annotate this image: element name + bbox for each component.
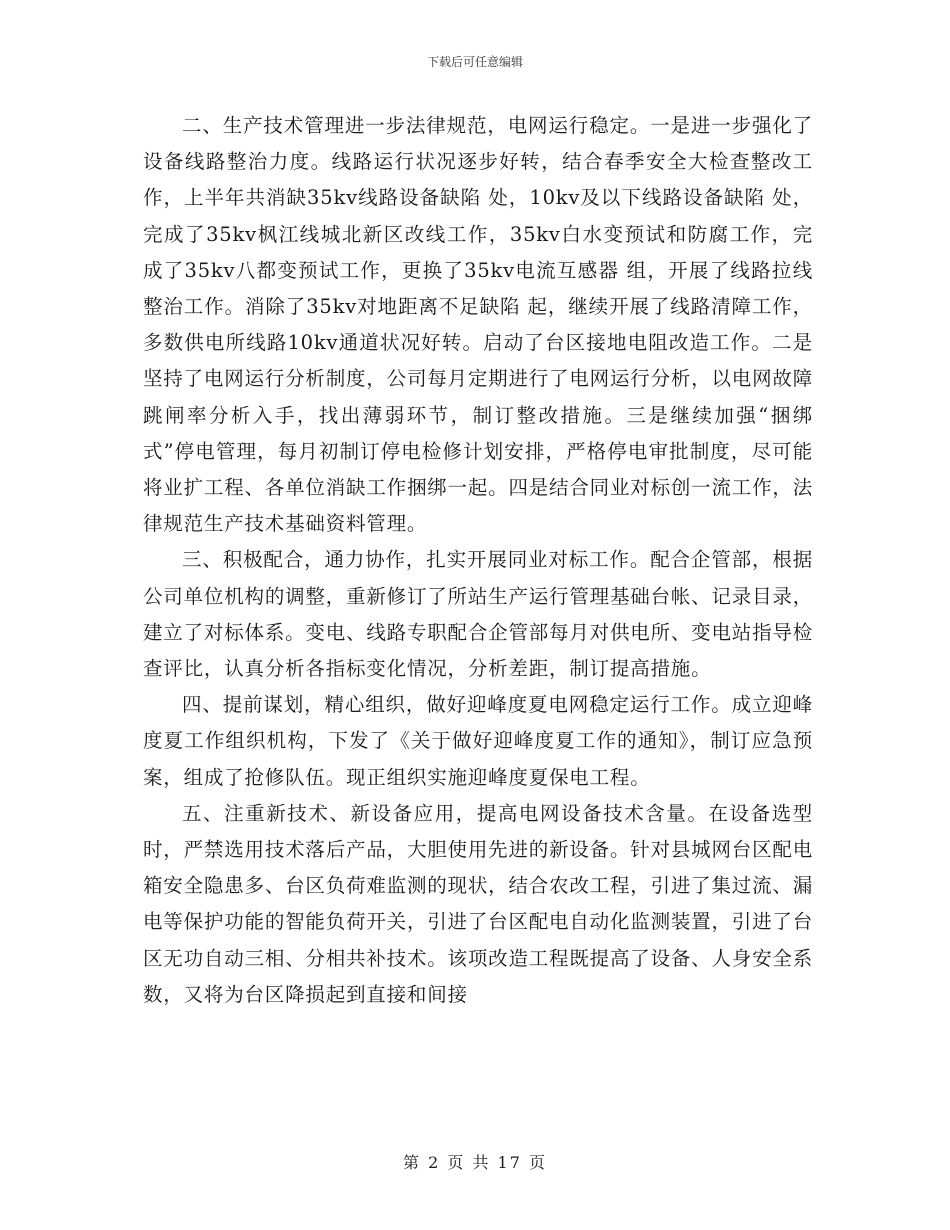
paragraph-summer-peak: 四、提前谋划，精心组织，做好迎峰度夏电网稳定运行工作。成立迎峰度夏工作组织机构，下发了《关于做好迎峰度夏工作的通知》，制订应急预案，组成了抢修队伍。现正组织实施迎峰度夏保电工程。 xyxy=(143,693,813,789)
page-header: 下载后可任意编辑 xyxy=(426,55,523,69)
paragraph-production-management: 二、生产技术管理进一步法律规范，电网运行稳定。一是进一步强化了设备线路整治力度。线路运行状况逐步好转，结合春季安全大检查整改工作，上半年共消缺35kv线路设备缺陷 处，10kv及以下线路设备缺陷 处，完成了35kv枫江线城北新区改线工作，35kv白水变预试和防腐工作，完成了35kv八都变预试工作，更换了35kv电流互感器 组，开展了线路拉线整治工作。消除了35kv对地距离不足缺陷 起，继续开展了线路清障工作，多数供电所线路10kv通道状况好转。启动了台区接地电阻改造工作。二是坚持了电网运行分析制度，公司每月定期进行了电网运行分析，以电网故障跳闸率分析入手，找出薄弱环节，制订整改措施。三是继续加强“捆绑式”停电管理，每月初制订停电检修计划安排，严格停电审批制度，尽可能将业扩工程、各单位消缺工作捆绑一起。四是结合同业对标创一流工作，法律规范生产技术基础资料管理。 xyxy=(143,114,813,536)
paragraph-benchmarking: 三、积极配合，通力协作，扎实开展同业对标工作。配合企管部，根据公司单位机构的调整，重新修订了所站生产运行管理基础台帐、记录目录，建立了对标体系。变电、线路专职配合企管部每月对供电所、变电站指导检查评比，认真分析各指标变化情况，分析差距，制订提高措施。 xyxy=(143,548,813,681)
page-number: 第 2 页 共 17 页 xyxy=(403,1153,547,1172)
document-body xyxy=(143,108,813,1013)
paragraph-new-technology: 五、注重新技术、新设备应用，提高电网设备技术含量。在设备选型时，严禁选用技术落后产品，大胆使用先进的新设备。针对县城网台区配电箱安全隐患多、台区负荷难监测的现状，结合农改工程，引进了集过流、漏电等保护功能的智能负荷开关，引进了台区配电自动化监测装置，引进了台区无功自动三相、分相共补技术。该项改造工程既提高了设备、人身安全系数，又将为台区降损起到直接和间接 xyxy=(143,801,813,1006)
